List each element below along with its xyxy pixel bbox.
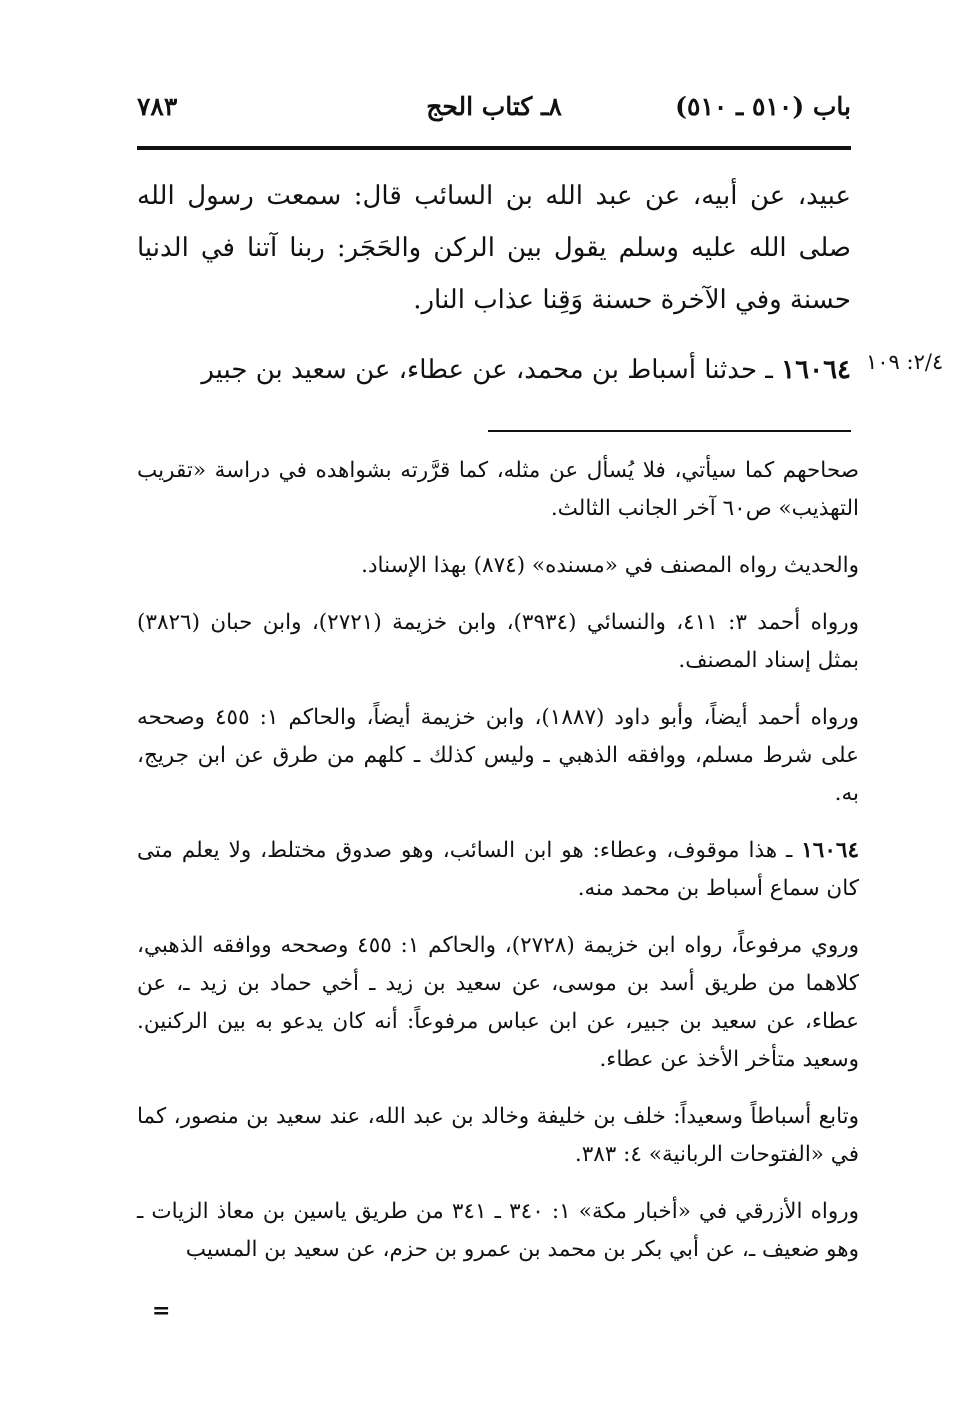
main-text-block: عبيد، عن أبيه، عن عبد الله بن السائب قال: سمعت رسول الله صلى الله عليه وسلم يقول بين الركن والحَجَر: ربنا آتنا في الدنيا حسنة وفي الآخرة حسنة وَقِنا عذاب النار.	[137, 181, 851, 315]
footnote-divider	[488, 430, 851, 432]
footnote-paragraph: ورواه الأزرقي في «أخبار مكة» ١: ٣٤٠ ـ ٣٤١ من طريق ياسين بن معاذ الزيات ـ وهو ضعيف ـ، عن أبي بكر بن محمد بن عمرو بن حزم، عن سعيد بن المسيب	[137, 1199, 860, 1262]
footnote-paragraph	[137, 832, 859, 908]
footnotes-section	[137, 452, 859, 1269]
footnote-paragraph: والحديث رواه المصنف في «مسنده» (٨٧٤) بهذا الإسناد.	[361, 553, 859, 578]
footnote-paragraph: وتابع أسباطاً وسعيداً: خلف بن خليفة وخالد بن عبد الله، عند سعيد بن منصور، كما في «الفتوحات الربانية» ٤: ٣٨٣.	[137, 1104, 859, 1167]
page-number: ٧٨٣	[137, 92, 178, 121]
footnote-paragraph: صحاحهم كما سيأتي، فلا يُسأل عن مثله، كما قرَّرته بشواهده في دراسة «تقريب التهذيب» ص٦٠ آخر الجانب الثالث.	[137, 458, 859, 521]
continuation-mark: =	[152, 1298, 171, 1324]
chapter-title: باب (٥١٠ ـ ٥١٠)	[675, 92, 851, 121]
margin-reference: ٢/٤: ١٠٩	[866, 350, 944, 374]
footnote-paragraph: ورواه أحمد أيضاً، وأبو داود (١٨٨٧)، وابن خزيمة أيضاً، والحاكم ١: ٤٥٥ وصححه على شرط مسلم، ووافقه الذهبي ـ وليس كذلك ـ كلهم من طرق عن ابن جريج، به.	[137, 705, 860, 806]
book-title: ٨ـ كتاب الحج	[426, 92, 562, 121]
hadith-entry	[137, 344, 851, 396]
hadith-text: ـ حدثنا أسباط بن محمد، عن عطاء، عن سعيد بن جبير	[201, 355, 773, 385]
page-header	[137, 92, 851, 132]
footnote-hadith-number: ١٦٠٦٤	[801, 838, 859, 863]
footnote-paragraph: ورواه أحمد ٣: ٤١١، والنسائي (٣٩٣٤)، وابن خزيمة (٢٧٢١)، وابن حبان (٣٨٢٦) بمثل إسناد المصنف.	[137, 610, 859, 673]
header-divider	[137, 146, 851, 150]
hadith-number: ١٦٠٦٤	[781, 355, 851, 385]
footnote-text: ـ هذا موقوف، وعطاء: هو ابن السائب، وهو صدوق مختلط، ولا يعلم متى كان سماع أسباط بن محمد منه.	[137, 838, 859, 901]
footnote-paragraph: وروي مرفوعاً، رواه ابن خزيمة (٢٧٢٨)، والحاكم ١: ٤٥٥ وصححه ووافقه الذهبي، كلاهما من طريق أسد بن موسى، عن سعيد بن زيد ـ أخي حماد بن زيد ـ، عن عطاء، عن سعيد بن جبير، عن ابن عباس مرفوعاً: أنه كان يدعو به بين الركنين. وسعيد متأخر الأخذ عن عطاء.	[137, 933, 859, 1072]
